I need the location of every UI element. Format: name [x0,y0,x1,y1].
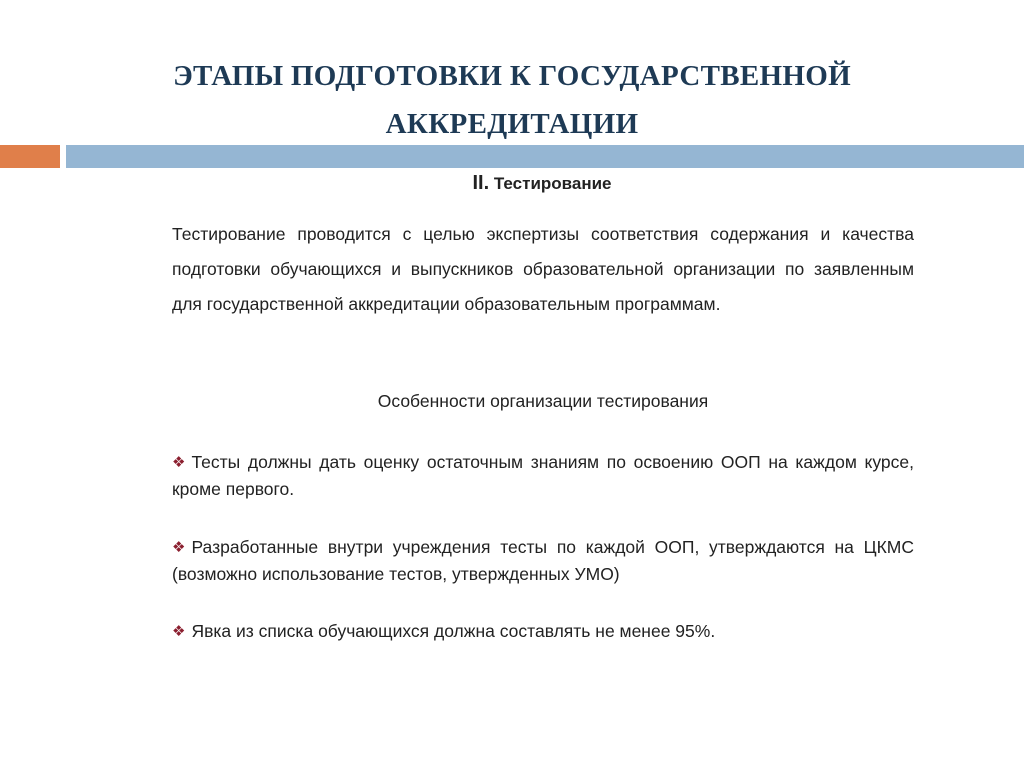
bullet-text: Тесты должны дать оценку остаточным знаниям по освоению ООП на каждом курсе, кроме первого. [172,452,914,499]
bullet-item [172,618,914,645]
accent-bar-blue [66,145,1024,168]
diamond-bullet-icon: ❖ [172,539,186,556]
bullet-text: Явка из списка обучающихся должна составлять не менее 95%. [191,621,716,641]
bullet-item [172,449,914,503]
slide-title-line-2: АККРЕДИТАЦИИ [385,108,639,140]
bullet-item [172,534,914,588]
diamond-bullet-icon: ❖ [172,454,186,471]
intro-paragraph: Тестирование проводится с целью экспертизы соответствия содержания и качества подготовки обучающихся и выпускников образовательной организации по заявленным для государственной аккредитации образовательным программам. [172,224,914,314]
accent-bar-orange [0,145,60,168]
features-title: Особенности организации тестирования [377,391,709,411]
section-number: II. [472,172,490,194]
slide-title-line-1: ЭТАПЫ ПОДГОТОВКИ К ГОСУДАРСТВЕННОЙ [173,60,851,92]
diamond-bullet-icon: ❖ [172,623,186,640]
section-heading [170,172,914,195]
slide-title [0,52,1024,148]
bullet-text: Разработанные внутри учреждения тесты по каждой ООП, утверждаются на ЦКМС (возможно использование тестов, утвержденных УМО) [172,537,914,584]
section-title: Тестирование [493,174,612,193]
